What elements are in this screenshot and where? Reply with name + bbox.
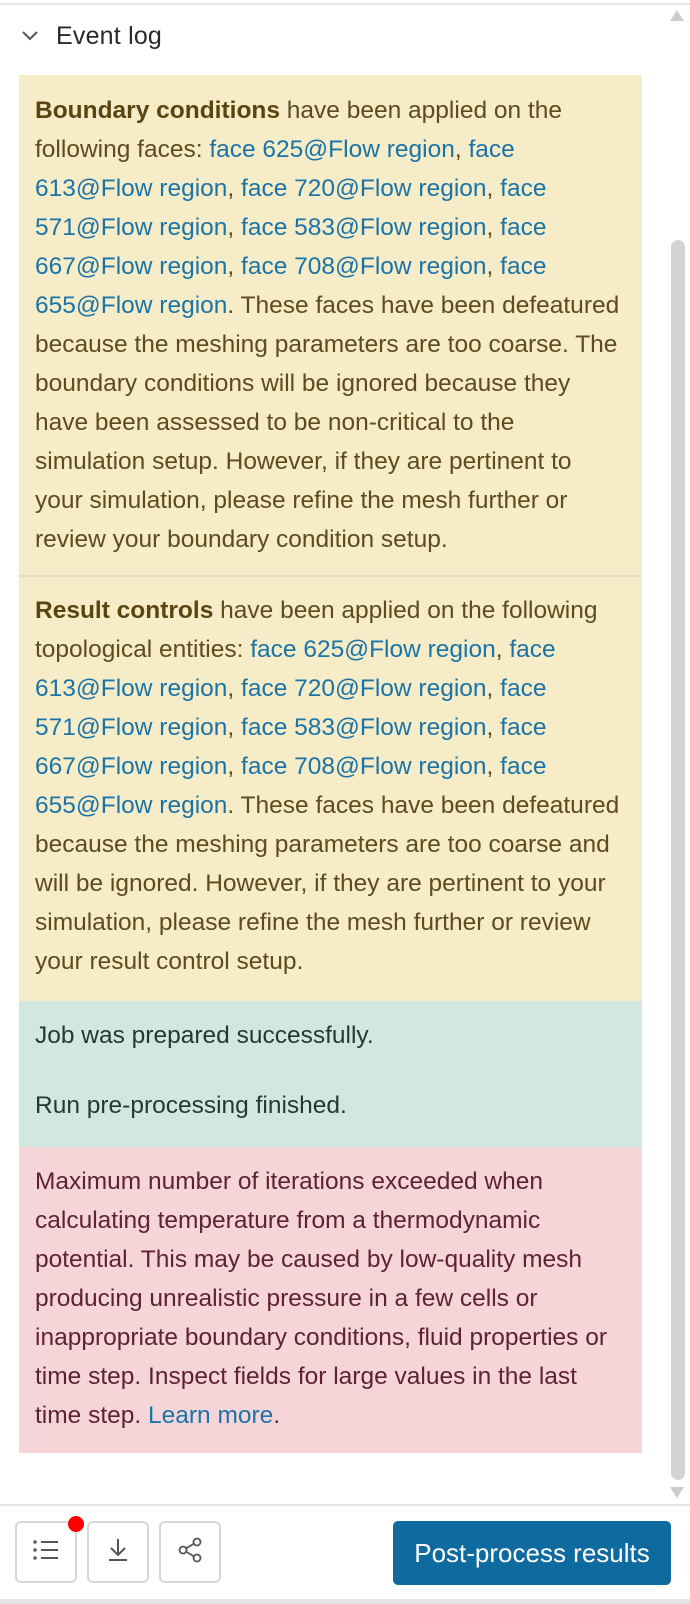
bottom-divider xyxy=(0,1599,690,1604)
face-link[interactable]: face 667@Flow region xyxy=(35,714,547,780)
face-link[interactable]: face 720@Flow region xyxy=(241,675,487,702)
face-link[interactable]: face 571@Flow region xyxy=(35,675,547,741)
list-icon xyxy=(32,1538,60,1567)
face-link[interactable]: face 655@Flow region xyxy=(35,753,547,819)
download-button[interactable] xyxy=(87,1521,149,1583)
scrollbar-thumb[interactable] xyxy=(671,240,685,1480)
face-link[interactable]: face 613@Flow region xyxy=(35,136,515,202)
iterations-error-message: Maximum number of iterations exceeded when calculating temperature from a thermodynamic potential. This may be caused by low-quality mesh producing unrealistic pressure in a few cells or inappropriate boundary conditions, fluid properties or time step. Inspect fields for large values in the last time step. Learn more. xyxy=(19,1147,642,1453)
boundary-conditions-warning: Boundary conditions have been applied on the following faces: face 625@Flow region, face 613@Flow region, face 720@Flow region, face 571@Flow region, face 583@Flow region, face 667@Flow region, face 708@Flow region, face 655@Flow region. These faces have been defeatured because the meshing parameters are too coarse. The boundary conditions will be ignored because they have been assessed to be non-critical to the simulation setup. However, if they are pertinent to your simulation, please refine the mesh further or review your boundary condition setup. xyxy=(19,75,642,577)
face-link[interactable]: face 625@Flow region xyxy=(209,136,455,163)
top-divider xyxy=(0,0,690,5)
warning-intro: have been applied on the following topological entities: xyxy=(35,597,598,663)
warning-intro: have been applied on the following faces: xyxy=(35,97,562,163)
face-link[interactable]: face 708@Flow region xyxy=(241,753,487,780)
panel-title: Event log xyxy=(56,21,163,50)
post-process-results-button[interactable]: Post-process results xyxy=(393,1521,671,1585)
face-link[interactable]: face 583@Flow region xyxy=(241,214,487,241)
event-log-header[interactable] xyxy=(18,18,162,54)
warning-title: Boundary conditions xyxy=(35,97,280,124)
scroll-down-arrow-icon[interactable] xyxy=(670,1487,684,1498)
download-icon xyxy=(106,1537,130,1568)
warning-body: . These faces have been defeatured because the meshing parameters are too coarse and will be ignored. However, if they are pertinent to your simulation, please refine the mesh further or review your result control setup. xyxy=(35,792,620,975)
face-link[interactable]: face 613@Flow region xyxy=(35,636,556,702)
error-text: Maximum number of iterations exceeded when calculating temperature from a thermodynamic potential. This may be caused by low-quality mesh producing unrealistic pressure in a few cells or inappropriate boundary conditions, fluid properties or time step. Inspect fields for large values in the last time step. xyxy=(35,1168,608,1429)
preprocessing-finished-message: Run pre-processing finished. xyxy=(19,1073,642,1147)
face-link[interactable]: face 583@Flow region xyxy=(241,714,487,741)
share-icon xyxy=(177,1537,203,1568)
scrollbar[interactable] xyxy=(670,10,686,1500)
event-log-list xyxy=(19,75,642,1453)
footer-divider xyxy=(0,1504,690,1506)
face-link[interactable]: face 708@Flow region xyxy=(241,253,487,280)
face-link[interactable]: face 625@Flow region xyxy=(250,636,496,663)
learn-more-link[interactable]: Learn more xyxy=(148,1402,274,1429)
job-prepared-message: Job was prepared successfully. xyxy=(19,1001,642,1073)
scroll-up-arrow-icon[interactable] xyxy=(670,10,684,21)
face-link[interactable]: face 667@Flow region xyxy=(35,214,547,280)
face-link[interactable]: face 655@Flow region xyxy=(35,253,547,319)
face-link[interactable]: face 720@Flow region xyxy=(241,175,487,202)
share-button[interactable] xyxy=(159,1521,221,1583)
event-list-button[interactable] xyxy=(15,1521,77,1583)
result-controls-warning: Result controls have been applied on the following topological entities: face 625@Flow region, face 613@Flow region, face 720@Flow region, face 571@Flow region, face 583@Flow region, face 667@Flow region, face 708@Flow region, face 655@Flow region. These faces have been defeatured because the meshing parameters are too coarse and will be ignored. However, if they are pertinent to your simulation, please refine the mesh further or review your result control setup. xyxy=(19,577,642,1001)
chevron-down-icon[interactable] xyxy=(18,24,42,48)
notification-dot xyxy=(68,1516,84,1532)
warning-title: Result controls xyxy=(35,597,214,624)
warning-body: . These faces have been defeatured because the meshing parameters are too coarse. The boundary conditions will be ignored because they have been assessed to be non-critical to the simulation setup. However, if they are pertinent to your simulation, please refine the mesh further or review your boundary condition setup. xyxy=(35,292,620,553)
face-link[interactable]: face 571@Flow region xyxy=(35,175,547,241)
